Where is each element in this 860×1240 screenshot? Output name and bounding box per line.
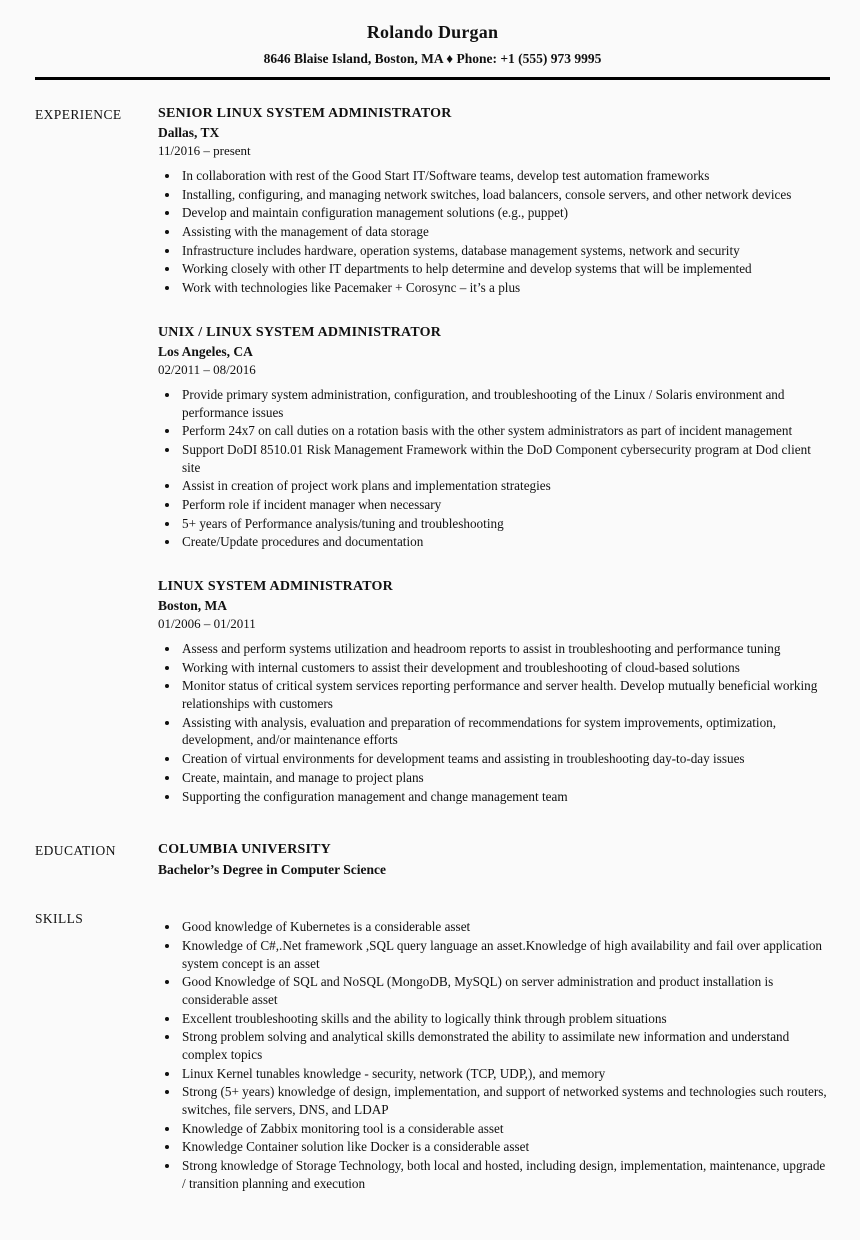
bullet-item: • Assist in creation of project work plans and implementation strategies bbox=[180, 477, 830, 495]
bullet-item: • Knowledge Container solution like Docker is a considerable asset bbox=[180, 1138, 830, 1156]
job-bullet-list bbox=[158, 640, 830, 805]
section-experience bbox=[35, 106, 830, 806]
resume-header bbox=[35, 22, 830, 67]
bullet-item: • Infrastructure includes hardware, operation systems, database management systems, network and security bbox=[180, 242, 830, 260]
job-location: Boston, MA bbox=[158, 598, 228, 613]
job-location: Los Angeles, CA bbox=[158, 343, 253, 359]
education-degree: Bachelor’s Degree in Computer Science bbox=[158, 862, 386, 878]
bullet-item: • Knowledge of C#,.Net framework ,SQL query language an asset.Knowledge of high availability and fail over application system concept is an asset bbox=[180, 937, 830, 972]
job-dates: 11/2016 – present bbox=[158, 143, 251, 158]
section-education bbox=[35, 842, 830, 878]
bullet-item: • Work with technologies like Pacemaker + Corosync – it’s a plus bbox=[180, 279, 830, 297]
job-title: UNIX / LINUX SYSTEM ADMINISTRATOR bbox=[158, 324, 442, 340]
bullet-item: • Good Knowledge of SQL and NoSQL (MongoDB, MySQL) on server administration and product installation is considerable asset bbox=[180, 973, 830, 1008]
job-bullet-list bbox=[158, 386, 830, 551]
resume-contact: 8646 Blaise Island, Boston, MA ♦ Phone: +1 (555) 973 9995 bbox=[263, 51, 602, 66]
job-entry-3 bbox=[158, 579, 830, 805]
bullet-item: • Strong problem solving and analytical skills demonstrated the ability to assimilate new information and understand complex topics bbox=[180, 1028, 830, 1063]
skills-content bbox=[158, 910, 830, 1193]
education-content bbox=[158, 842, 830, 878]
bullet-item: • Assess and perform systems utilization and headroom reports to assist in troubleshooting and performance tuning bbox=[180, 640, 830, 658]
job-dates: 02/2011 – 08/2016 bbox=[158, 361, 256, 377]
bullet-item: • Develop and maintain configuration management solutions (e.g., puppet) bbox=[180, 204, 830, 222]
section-label-skills: SKILLS bbox=[35, 911, 84, 927]
education-school: COLUMBIA UNIVERSITY bbox=[158, 842, 331, 858]
section-label-experience: EXPERIENCE bbox=[35, 107, 122, 122]
experience-content bbox=[158, 106, 830, 806]
job-entry-2 bbox=[158, 325, 830, 551]
job-bullet-list bbox=[158, 167, 830, 297]
bullet-item: • Strong knowledge of Storage Technology, both local and hosted, including design, implementation, maintenance, upgrade / transition planning and execution bbox=[180, 1157, 830, 1192]
bullet-item: • Creation of virtual environments for development teams and assisting in troubleshooting day-to-day issues bbox=[180, 750, 830, 768]
job-entry-1 bbox=[158, 106, 830, 297]
job-location: Dallas, TX bbox=[158, 125, 220, 140]
bullet-item: • Working with internal customers to assist their development and troubleshooting of cloud-based solutions bbox=[180, 659, 830, 677]
bullet-item: • Monitor status of critical system services reporting performance and server health. Develop mutually beneficial working relationships with customers bbox=[180, 677, 830, 712]
section-skills bbox=[35, 910, 830, 1193]
resume-name: Rolando Durgan bbox=[366, 22, 499, 42]
job-title: SENIOR LINUX SYSTEM ADMINISTRATOR bbox=[158, 106, 452, 121]
bullet-item: • Perform role if incident manager when necessary bbox=[180, 496, 830, 514]
bullet-item: • Assisting with analysis, evaluation and preparation of recommendations for system improvements, optimization, development, and/or maintenance efforts bbox=[180, 714, 830, 749]
header-divider bbox=[35, 77, 830, 80]
bullet-item: • Knowledge of Zabbix monitoring tool is a considerable asset bbox=[180, 1120, 830, 1138]
bullet-item: • Provide primary system administration, configuration, and troubleshooting of the Linux / Solaris environment and performance issues bbox=[180, 386, 830, 421]
bullet-item: • Linux Kernel tunables knowledge - security, network (TCP, UDP,), and memory bbox=[180, 1065, 830, 1083]
bullet-item: • Supporting the configuration management and change management team bbox=[180, 788, 830, 806]
bullet-item: • Create/Update procedures and documentation bbox=[180, 533, 830, 551]
job-dates: 01/2006 – 01/2011 bbox=[158, 616, 256, 631]
bullet-item: • Create, maintain, and manage to project plans bbox=[180, 769, 830, 787]
bullet-item: • Installing, configuring, and managing network switches, load balancers, console servers, and other network devices bbox=[180, 186, 830, 204]
bullet-item: • Assisting with the management of data storage bbox=[180, 223, 830, 241]
bullet-item: • Strong (5+ years) knowledge of design, implementation, and support of networked systems and technologies such routers, switches, file servers, DNS, and LDAP bbox=[180, 1083, 830, 1118]
job-title: LINUX SYSTEM ADMINISTRATOR bbox=[158, 579, 393, 594]
bullet-item: • In collaboration with rest of the Good Start IT/Software teams, develop test automation frameworks bbox=[180, 167, 830, 185]
bullet-item: • 5+ years of Performance analysis/tuning and troubleshooting bbox=[180, 515, 830, 533]
bullet-item: • Support DoDI 8510.01 Risk Management Framework within the DoD Component cybersecurity program at Dod client site bbox=[180, 441, 830, 476]
bullet-item: • Working closely with other IT departments to help determine and develop systems that will be implemented bbox=[180, 260, 830, 278]
skills-bullet-list bbox=[158, 918, 830, 1192]
section-label-education: EDUCATION bbox=[35, 843, 116, 859]
bullet-item: • Good knowledge of Kubernetes is a considerable asset bbox=[180, 918, 830, 936]
bullet-item: • Excellent troubleshooting skills and the ability to logically think through problem situations bbox=[180, 1010, 830, 1028]
bullet-item: • Perform 24x7 on call duties on a rotation basis with the other system administrators as part of incident management bbox=[180, 422, 830, 440]
